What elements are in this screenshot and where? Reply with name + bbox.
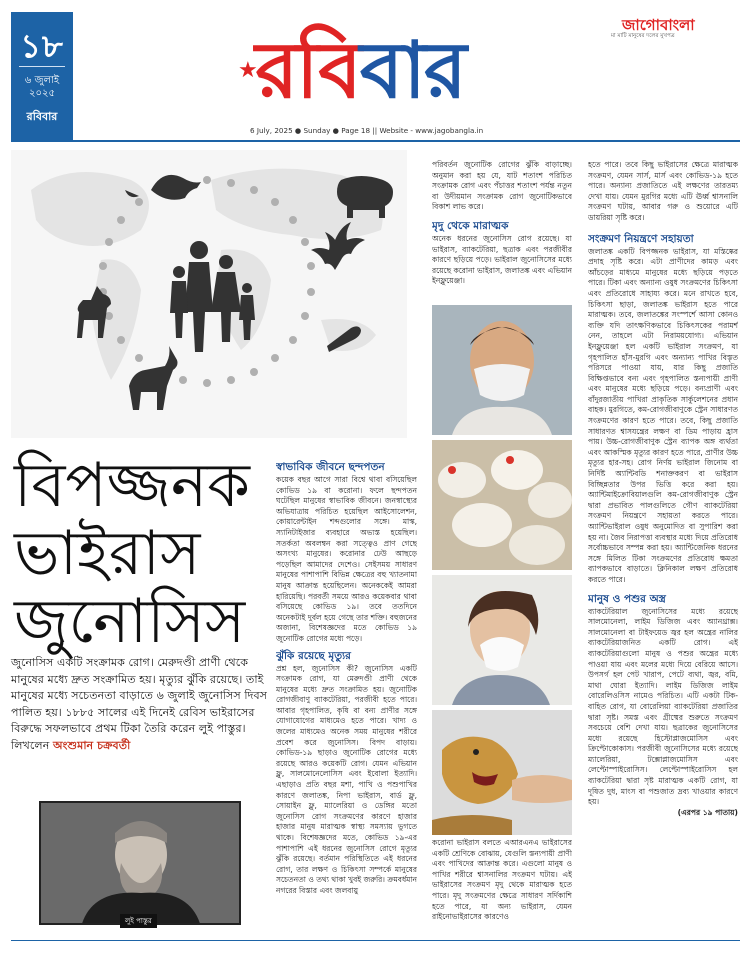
dog-bite-photo [432,710,572,835]
col3-heading-1: সংক্রমণ নিয়ন্ত্রণে সহায়তা [588,232,694,245]
col2-paragraph-bottom: করোনা ভাইরাস বলতে এআরএনএ ভাইরাসের একটি শ্রেণিকে বোঝায়, যেগুলি স্তন্যপায়ী প্রাণী এবং পাখিদের আক্রান্ত করে। এগুলো মানুষ ও পাখির শরীরে শ্বাসনালির সংক্রমণ ঘটায়। এই ভাইরাসের সংক্রমণ মৃদু থেকে মারাত্মক হতে পারে। মৃদু সংক্রমণের ক্ষেত্রে সাধারণ সর্দিকাশি হতে পারে, যা অন্য ভাইরাস, যেমন রাইনোভাইরাসের কারণেও [432,838,572,922]
column-2-bottom [432,838,572,938]
headline-line-2: ভাইরাস [14,518,201,589]
star-icon: ★ [238,58,258,83]
publication-tagline: মা মাটি মানুষের দলের মুখপত্র [611,33,675,39]
louis-pasteur-portrait [39,801,241,925]
footer-rule [11,940,740,941]
continued-note: (এরপর ১৯ পাতায়) [677,807,738,817]
infographic-art [11,150,407,438]
col1-heading-1: স্বাভাবিক জীবনে ছন্দপতন [276,461,385,473]
intro-text [11,655,269,754]
man-mask-photo [432,305,572,435]
col3-paragraph-1: জলাতঙ্ক একটি বিপজ্জনক ভাইরাস, যা মস্তিষ্কের প্রদাহ সৃষ্টি করে। এটা প্রাণীদের কামড় এবং আঁচড়ের মাধ্যমে মানুষের মধ্যে ছড়িয়ে পড়তে পারে। টিকা এবং অন্যান্য ওষুধ সংক্রমণের চিকিৎসা এবং প্রতিরোধে সাহায্য করে। মনে রাখতে হবে, চিকিৎসা ছাড়া, জলাতঙ্ক ভাইরাস হতে পারে মারাত্মক। তবে, জলাতঙ্কের সংস্পর্শে আসা কোনও ব্যক্তি যদি তাৎক্ষণিকভাবে চিকিৎসকের পরামর্শ নেন, তাহলে এটা নিরাময়যোগ্য। এভিয়ান ইনফ্লুয়েঞ্জা হল একটি ভাইরাল সংক্রমণ, যা গৃহপালিত হাঁস-মুরগি এবং অন্যান্য পাখির বিস্তৃত পরিসরে পাওয়া যায়, যার কিছু প্রজাতি বিক্ষিপ্তভাবে বন্য এবং গৃহপালিত স্তন্যপায়ী প্রাণী এবং মানুষের মধ্যে ছড়িয়ে পড়ে। বন্যপ্রাণী এবং বাঁদুরজাতীয় পাখিরা প্রাকৃতিক সার্কুলেশনের প্রধান বাহক। মুরগিতে, কম-রোগজীবাণুকে স্ট্রেন সাধারণত সংক্রমণের কারণ হতে পারে। তবে, কিছু প্রজাতি সাধারণত শ্বাসযন্ত্রের লক্ষণ বা ডিম পাড়ায় হ্রাস পায়। উচ্চ-রোগজীবাণুক স্ট্রেন ব্যাপক অঙ্গ ব্যর্থতা এবং আকস্মিক মৃত্যুর কারণ হতে পারে, প্রাণীর উচ্চ মৃত্যুর হার-সহ। রোগ নির্ণয় ভাইরাল জিনোম বা নির্দিষ্ট অ্যান্টিবডি শনাক্তকরণ বা ভাইরাস বিচ্ছিন্নতার উপর ভিত্তি করে করা হয়। অ্যান্টিমাইক্রোবিয়ালগুলি কম-রোগজীবাণুক স্ট্রেন দ্বারা প্রভাবিত পালগুলিতে গৌণ ব্যাকটেরিয়া সংক্রমণ নিয়ন্ত্রণে সহায়তা করতে পারে। অ্যান্টিভাইরাল ওষুধ অনুমোদিত বা সুপারিশ করা হয় না। জৈব নিরাপত্তা ব্যবস্থার মধ্যে দিয়ে প্রতিরোধ সর্বোচ্চভাবে সম্পন্ন করা হয়। অ্যান্টিজেনিক ধরনের সঙ্গে মিলিত টিকা সংক্রমণের প্রতিরোধ ক্ষমতা ব্যাপকভাবে বাড়াতে। ক্লিনিকাল লক্ষণ প্রতিরোধ করতে পারে। [588,246,738,584]
col2-paragraph-top: পরিবর্তন জুনোটিক রোগের ঝুঁকি বাড়াচ্ছে। অনুমান করা হয় যে, যাট শতাংশ পরিচিত সংক্রামক রোগ এবং পঁচাত্তর শতাংশ পর্যন্ত নতুন বা উদীয়মান সংক্রামক রোগ জুনোটিকভাবে বিকাশ লাভ করে। [432,160,572,212]
portrait-art [41,803,241,925]
page-date: ৬ জুলাই [24,75,60,86]
column-2-top [432,160,572,300]
col3-paragraph-2: ব্যাকটেরিয়াল জুনোসিসের মধ্যে রয়েছে সালমোনেলা, লাইম ডিজিজ এবং অ্যানথ্রাক্স। সালমোনেলা বা টাইফয়েড জ্বর হল অন্ত্রের নালির ব্যাকটেরিয়াজনিত একটি রোগ। এই ব্যাকটেরিয়াগুলো মানুষ ও পশুর অন্ত্রের মধ্যে পাওয়া যায় এবং মলের মধ্যে দিয়ে বেরিয়ে আসে। উপসর্গ হল পেট খারাপ, পেটে ব্যথা, জ্বর, বমি, মাথা ঘোরা ইত্যাদি। লাইম ডিজিজ লাইম বোরেলিওসিস নামেও পরিচিত। এটি একটা টিক-বাহিত রোগ, যা বোরেলিয়া ব্যাকটেরিয়া প্রজাতির দ্বারা সৃষ্ট। সমস্ত এবং গ্রীষ্মের শুরুতে সংক্রমণ সবচেয়ে বেশি দেখা যায়। ছত্রাকের জুনোসিসের মধ্যে রয়েছে হিস্টোপ্লাজমোসিস এবং ক্রিপ্টোকোকাস। পরজীবী জুনোসিসের মধ্যে রয়েছে ম্যালেরিয়া, টক্সোপ্লাজমোসিস এবং লেপ্টোস্পাইরোসিস। লেপ্টোস্পাইরোসিস হল ব্যাকটেরিয়া দ্বারা সৃষ্ট মারাত্মক একটি রোগ, যা দূষিত দুধ, মাংস বা পশুজাত দ্রব্য খাওয়ার কারণে হয়। [588,606,738,807]
page-number-box [11,12,73,142]
page-box-divider [19,66,65,67]
column-3 [588,160,738,940]
headline-line-1: বিপজ্জনক [14,450,250,521]
column-1 [276,460,417,940]
portrait-caption: লুই পাস্তুর [120,914,157,928]
col1-paragraph-2: প্রশ্ন হল, জুনোসিস কী? জুনোসিস একটি সংক্রামক রোগ, যা মেরুদণ্ডী প্রাণী থেকে মানুষের মধ্যে দ্রুত সংক্রামিত হয়। জুনোটিক রোগজীবাণু ব্যাকটেরিয়া, পরজীবী হতে পারে। আবার গৃহপালিত, কৃষি বা বন্য প্রাণীর সঙ্গে যোগাযোগের মাধ্যমেও হতে পারে। খাদ্য ও জলের মাধ্যমেও অনেক সময় মানুষের শরীরে প্রবেশ করে জুনোসিস। বিপদ বাড়ায়। কোভিড-১৯ ছাড়াও জুনোটিক রোগের মধ্যে রয়েছে আরও কয়েকটি রোগ। যেমন এভিয়ান ফ্লু, সালমোনেলোসিস এবং ইবোলা ইত্যাদি। এছাড়াও প্রতি বছর মশা, পাখি ও পশুপাখির কারণে জলাতঙ্ক, নিপা ভাইরাস, বার্ড ফ্লু, সোয়াইন ফ্লু, ম্যালেরিয়া ও ডেঙ্গির মতো জুনোসিস রোগ সংক্রমণের কারণে হাজার হাজার মানুষ মারাত্মক স্বাস্থ্য সমস্যায় ভুগতে থাকে। বিশেষজ্ঞদের মতে, কোভিড ১৯-এর পাশাপাশি এই ধরনের জুনোসিস রোগে মৃত্যুর ঝুঁকি রয়েছে। বর্তমান পরিস্থিতিতে এই ধরনের রোগ, তার লক্ষণ ও চিকিৎসা সম্পর্কে মানুষের সচেতনতা ও তথ্য থাকা খুবই জরুরি। ক্রমবর্ধমান নগরের বিস্তার এবং জলবায়ু [276,663,417,895]
masthead-title-part2: বার [359,25,465,116]
page-year: ২০২৫ [29,88,55,99]
author-name: অংশুমান চক্রবর্তী [52,738,131,752]
masthead-title-part1: রবি [255,25,360,116]
col3-paragraph-top: হতে পারে। তবে কিছু ভাইরাসের ক্ষেত্রে মারাত্মক সংক্রমণ, যেমন সার্স, মার্স এবং কোভিড-১৯ হতে পারে। অন্যান্য প্রজাতিতে এই লক্ষণের তারতম্য দেখা যায়। যেমন মুরগির মধ্যে এটি ঊর্ধ্ব শ্বাসনালি সংক্রমণ ঘটায়, আবার গরু ও শুয়োরে এটি ডায়রিয়া সৃষ্টি করে। [588,160,738,222]
page-number: ১৮ [20,27,64,65]
headline-line-3: জুনোসিস [14,586,246,657]
header-rule [11,140,740,142]
headline [14,452,272,656]
page-day: রবিবার [26,110,58,123]
woman-sneezing-photo [432,575,572,705]
publication-logo: জাগোবাংলা [622,16,695,34]
col2-heading: মৃদু থেকে মারাত্মক [432,219,509,232]
zoonosis-infographic [11,150,407,438]
masthead-title [215,26,505,116]
chickens-photo [432,440,572,570]
intro-body: জুনোসিস একটি সংক্রামক রোগ। মেরুদণ্ডী প্রাণী থেকে মানুষের মধ্যে দ্রুত সংক্রামিত হয়। মৃত্যুর ঝুঁকি রয়েছে। তাই মানুষের মধ্যে সচেতনতা বাড়াতে ৬ জুলাই জুনোসিস দিবস পালিত হয়। ১৮৮৫ সালের এই দিনেই রেবিস ভাইরাসের বিরুদ্ধে সফলভাবে প্রথম টিকা তৈরি করেন লুই পাস্তুর। লিখলেন [11,656,268,752]
col1-paragraph-1: কয়েক বছর আগে সারা বিশ্বে থাবা বসিয়েছিল কোভিড ১৯ বা করোনা। ফলে ছন্দপতন ঘটেছিল মানুষের স্বাভাবিক জীবনে। জনস্বাস্থ্যের অভিযাত্রায় পরিচিত হয়েছিল আইসোলেশন, কোয়ারেন্টাইন শব্দগুলোর সঙ্গে। মাস্ক, স্যানিটাইজার ব্যবহারে অভ্যস্ত হয়েছিল। সতর্কতা অবলম্বন করা সত্ত্বেও প্রাণ গেছে অসংখ্য মানুষের। করোনার ঢেউ আছড়ে পড়েছিল আমাদের দেশেও। সেইসময় সাধারণ মানুষের পাশাপাশি বিভিন্ন ক্ষেত্রের বহু খ্যাতনামা মানুষ আক্রান্ত হয়েছিলেন। অনেককেই আমরা হারিয়েছি। পরবর্তী সময়ে আরও কয়েকবার থাবা বসিয়েছে কোভিড ১৯। তবে ততদিনে অনেকটাই দুর্বল হয়ে গেছে তার শক্তি। বহুজনের অজানা, বিশেষজ্ঞদের মতে কোভিড ১৯ জুনোটিক রোগের মধ্যে পড়ে। [276,475,417,643]
dateline: 6 July, 2025 ● Sunday ● Page 18 || Website - www.jagobangla.in [250,126,484,135]
col2-paragraph: অনেক ধরনের জুনোসিস রোগ রয়েছে। যা ভাইরাস, ব্যাকটেরিয়া, ছত্রাক এবং পরজীবীর কারণে ছড়িয়ে পড়ে। ভাইরাল জুনোসিসের মধ্যে রয়েছে করোনা ভাইরাস, জলাতঙ্ক এবং এভিয়ান ইনফ্লুয়েঞ্জা। [432,233,572,286]
col1-heading-2: ঝুঁকি রয়েছে মৃত্যুর [276,649,351,662]
col3-heading-2: মানুষ ও পশুর অস্ত্র [588,592,666,605]
